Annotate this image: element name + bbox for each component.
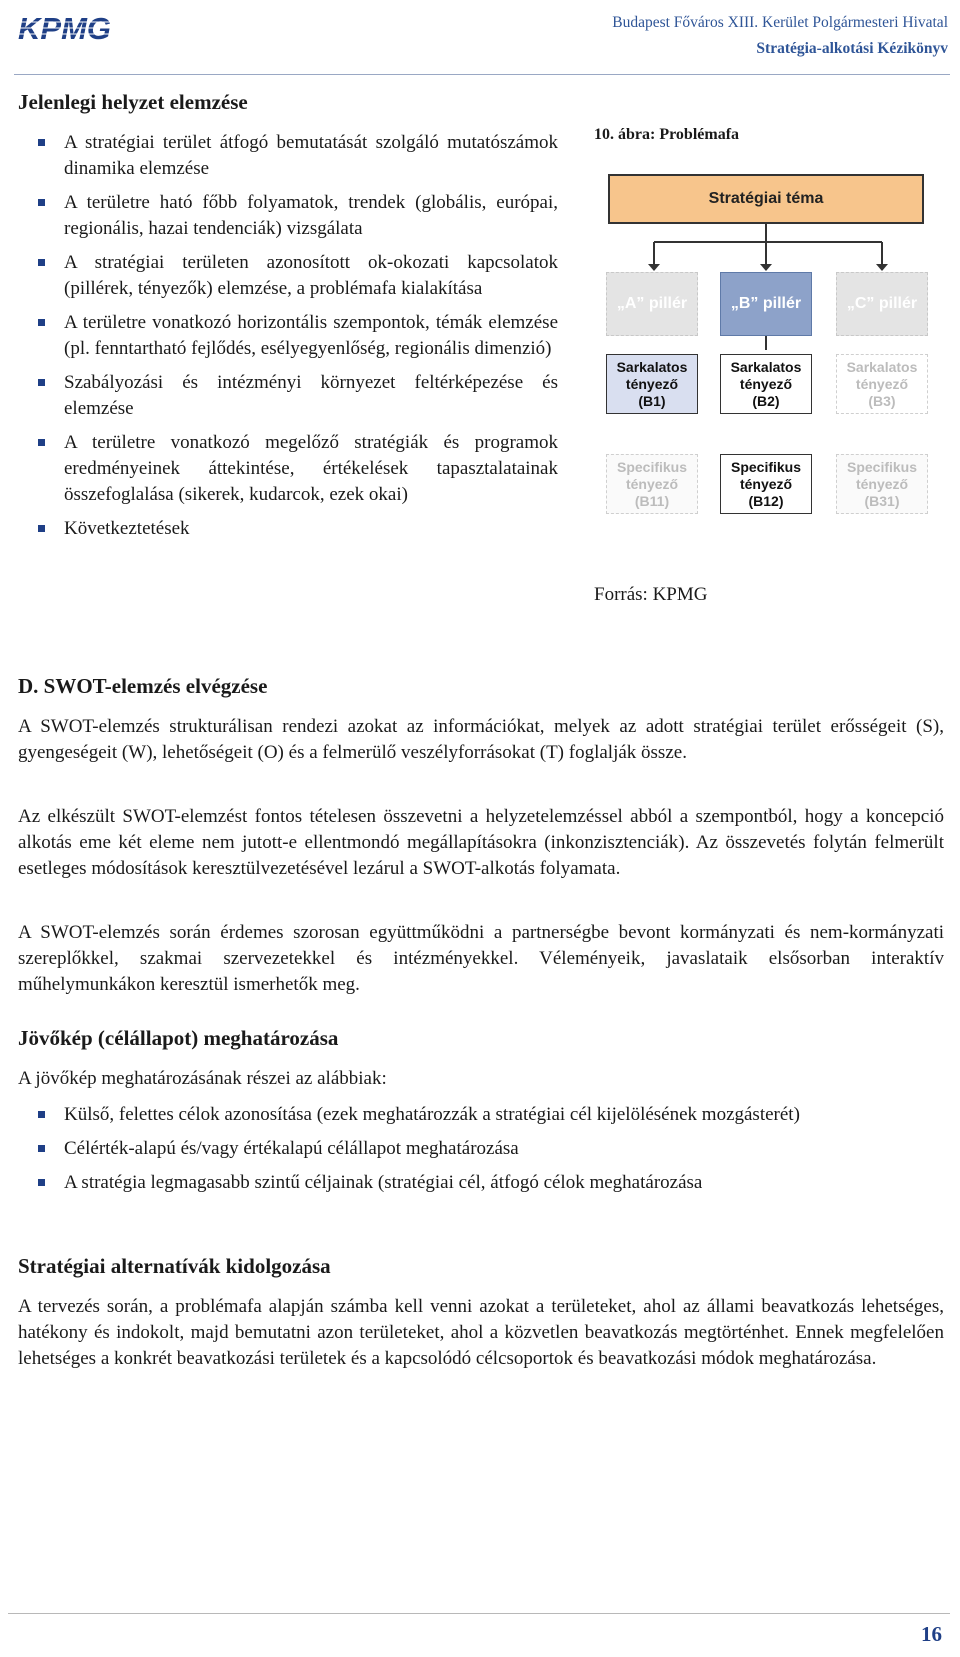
factor-b1-box [606, 354, 698, 414]
list-item: A stratégiai terület átfogó bemutatását szolgáló mutatószámok dinamika elemzése [38, 130, 558, 182]
specific-line: (B31) [864, 492, 900, 509]
factor-line: tényező [855, 375, 909, 392]
pillar-b-box: „B” pillér [720, 272, 812, 336]
specific-line: Specifikus [616, 458, 688, 475]
list-item: A stratégiai területen azonosított ok-okozati kapcsolatok (pillérek, tényezők) elemzése, a problémafa kialakítása [38, 250, 558, 302]
list-item: Következtetések [38, 516, 558, 542]
pillar-a-box: „A” pillér [606, 272, 698, 336]
kpmg-logo [16, 6, 112, 46]
specific-line: tényező [625, 475, 679, 492]
specific-b31-box [836, 454, 928, 514]
factor-line: (B3) [868, 392, 896, 409]
specific-line: (B11) [634, 492, 670, 509]
footer-divider [8, 1613, 950, 1614]
specific-b11-box [606, 454, 698, 514]
swot-paragraph-3: A SWOT-elemzés során érdemes szorosan együttműködni a partnerségbe bevont kormányzati és nem-kormányzati szereplőkkel, szakmai szervezetekkel és intézményekkel. Véleményeik, javaslataik elsősorban interaktív műhelymunkákon keresztül ismerhetők meg. [18, 922, 944, 995]
factor-b2-box [720, 354, 812, 414]
specific-b12-box [720, 454, 812, 514]
factor-line: Sarkalatos [730, 358, 802, 375]
strategic-topic-box: Stratégiai téma [608, 174, 924, 224]
section3-bullet-list [38, 1102, 944, 1204]
specific-line: Specifikus [730, 458, 802, 475]
factor-line: Sarkalatos [616, 358, 688, 375]
alternativak-paragraph: A tervezés során, a problémafa alapján számba kell venni azokat a területeket, ahol az állami beavatkozás lehetséges, hatékony és indokolt, majd bemutatni azon területeket, ahol a közvetlen beavatkozás megtörténhet. Ennek megfelelően lehetséges a konkrét beavatkozási területek és a kapcsolódó célcsoportok és beavatkozási módok meghatározása. [18, 1296, 944, 1369]
factor-line: (B1) [638, 392, 666, 409]
specific-line: (B12) [748, 492, 784, 509]
section-title-swot: D. SWOT-elemzés elvégzése [18, 674, 268, 698]
section-title-alternativak: Stratégiai alternatívák kidolgozása [18, 1254, 331, 1278]
specific-line: tényező [855, 475, 909, 492]
header-org: Budapest Főváros XIII. Kerület Polgármesteri Hivatal [612, 14, 948, 31]
header-divider [14, 74, 950, 75]
list-item: A területre vonatkozó horizontális szempontok, témák elemzése (pl. fenntartható fejlődés, esélyegyenlőség, regionális dimenzió) [38, 310, 558, 362]
list-item: Célérték-alapú és/vagy értékalapú célállapot meghatározása [38, 1136, 944, 1162]
factor-b3-box [836, 354, 928, 414]
svg-text:KPMG: KPMG [18, 11, 111, 46]
factor-line: Sarkalatos [846, 358, 918, 375]
problem-tree-diagram [594, 170, 934, 550]
swot-paragraph-2: Az elkészült SWOT-elemzést fontos tételesen összevetni a helyzetelemzéssel abból a szempontból, hogy a koncepció alkotás eme két eleme nem jutott-e ellentmondó megállapításokra (inkonzisztenciák). Az összevetés folytán felmerült esetleges módosítások keresztülvezetésével lezárul a SWOT-alkotás folyamata. [18, 806, 944, 879]
list-item: Szabályozási és intézményi környezet feltérképezése és elemzése [38, 370, 558, 422]
section1-bullet-list [38, 130, 558, 550]
pillar-c-box: „C” pillér [836, 272, 928, 336]
factor-line: (B2) [752, 392, 780, 409]
swot-paragraph-1: A SWOT-elemzés strukturálisan rendezi azokat az információkat, melyek az adott stratégiai terület erősségeit (S), gyengeségeit (W), lehetőségeit (O) és a felmerülő veszélyforrásokat (T) foglalják össze. [18, 716, 944, 763]
specific-line: tényező [739, 475, 793, 492]
page-number: 16 [921, 1622, 942, 1646]
header-doc-title: Stratégia-alkotási Kézikönyv [756, 40, 948, 57]
document-header [612, 10, 948, 62]
factor-line: tényező [739, 375, 793, 392]
section-title-jelenlegi: Jelenlegi helyzet elemzése [18, 90, 248, 114]
figure-caption: 10. ábra: Problémafa [594, 126, 740, 143]
list-item: A stratégia legmagasabb szintű céljainak (stratégiai cél, átfogó célok meghatározása [38, 1170, 944, 1196]
list-item: A területre vonatkozó megelőző stratégiák és programok eredményeinek áttekintése, értékelések tapasztalatainak összefoglalása (sikerek, kudarcok, ezek okai) [38, 430, 558, 508]
specific-line: Specifikus [846, 458, 918, 475]
section-title-jovokep: Jövőkép (célállapot) meghatározása [18, 1026, 339, 1050]
list-item: A területre ható főbb folyamatok, trendek (globális, európai, regionális, hazai tendenciák) vizsgálata [38, 190, 558, 242]
list-item: Külső, felettes célok azonosítása (ezek meghatározzák a stratégiai cél kijelölésének mozgásterét) [38, 1102, 944, 1128]
jovokep-intro: A jövőkép meghatározásának részei az alábbiak: [18, 1068, 387, 1089]
figure-source: Forrás: KPMG [594, 584, 708, 605]
factor-line: tényező [625, 375, 679, 392]
